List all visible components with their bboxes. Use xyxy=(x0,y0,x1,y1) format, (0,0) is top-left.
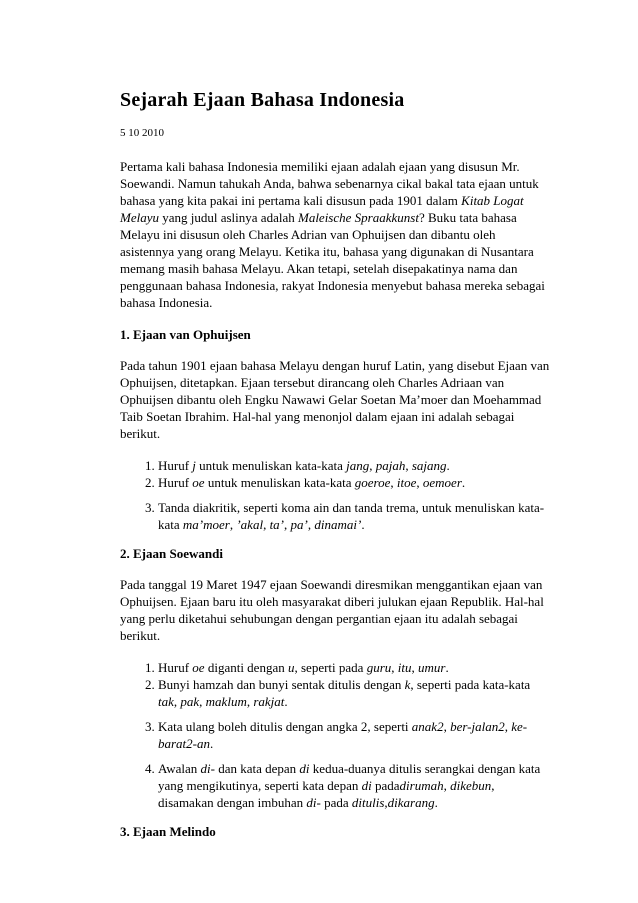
italic-term: goeroe xyxy=(354,475,391,490)
italic-term: oe xyxy=(192,475,205,490)
italic-term: pajah xyxy=(375,458,406,473)
intro-paragraph: Pertama kali bahasa Indonesia memiliki ejaan adalah ejaan yang disusun Mr. Soewandi. Namun tahukah Anda, bahwa sebenarnya cikal bakal tata ejaan untuk bahasa yang kita pakai ini pertama kali disusun pada 1901 dalam Kitab Logat Melayu yang judul aslinya adalah Maleische Spraakkunst? Buku tata bahasa Melayu ini disusun oleh Charles Adrian van Ophuijsen dan dibantu oleh asistennya yang orang Melayu. Ketika itu, bahasa yang digunakan di Nusantara memang masih bahasa Melayu. Akan tetapi, setelah disepakatinya nama dan penggunaan bahasa Indonesia, rakyat Indonesia menyebut bahasa mereka sebagai bahasa Indonesia. xyxy=(120,159,545,310)
list-item: 1. Huruf oe diganti dengan u, seperti pada guru, itu, umur. xyxy=(158,659,550,676)
section-3 xyxy=(120,823,550,840)
italic-term: pa’ xyxy=(290,517,308,532)
list-item: 3. Kata ulang boleh ditulis dengan angka 2, seperti anak2, ber-jalan2, ke-barat2-an. xyxy=(158,718,550,752)
document-title: Sejarah Ejaan Bahasa Indonesia xyxy=(120,89,405,111)
italic-term: ditulis xyxy=(351,795,385,810)
section-list xyxy=(120,457,550,533)
italic-term: dikebun xyxy=(450,778,492,793)
italic-term: pak xyxy=(180,694,200,709)
italic-term: ’akal xyxy=(236,517,264,532)
list-item: 3. Tanda diakritik, seperti koma ain dan tanda trema, untuk menuliskan kata-kata ma’moer, ’akal, ta’, pa’, dinamai’. xyxy=(158,499,550,533)
italic-term: Kitab Logat Melayu xyxy=(120,193,524,225)
italic-term: dinamai’ xyxy=(314,517,362,532)
italic-term: ma’moer xyxy=(182,517,230,532)
list-item: 4. Awalan di- dan kata depan di kedua-duanya ditulis serangkai dengan kata yang mengikutinya, seperti kata depan di padadirumah, dikebun, disamakan dengan imbuhan di- pada ditulis,dikarang. xyxy=(158,760,550,811)
italic-term: sajang xyxy=(411,458,447,473)
list-item: 2. Huruf oe untuk menuliskan kata-kata goeroe, itoe, oemoer. xyxy=(158,474,550,491)
italic-term: dirumah xyxy=(399,778,444,793)
italic-term: maklum xyxy=(205,694,247,709)
italic-term: ke-barat2-an xyxy=(158,719,528,751)
italic-term: u xyxy=(287,660,295,675)
italic-term: di- xyxy=(306,795,321,810)
section-1 xyxy=(120,326,550,533)
italic-term: j xyxy=(192,458,196,473)
italic-term: oemoer xyxy=(422,475,462,490)
italic-term: itu xyxy=(397,660,412,675)
document-date: 5 10 2010 xyxy=(120,127,164,139)
italic-term: tak xyxy=(158,694,174,709)
section-2 xyxy=(120,545,550,811)
italic-term: di- xyxy=(200,761,215,776)
italic-term: dikarang xyxy=(387,795,435,810)
italic-term: itoe xyxy=(396,475,417,490)
italic-term: k xyxy=(404,677,411,692)
list-item: 1. Huruf j untuk menuliskan kata-kata jang, pajah, sajang. xyxy=(158,457,550,474)
section-title: 1. Ejaan van Ophuijsen xyxy=(120,327,251,342)
italic-term: ta’ xyxy=(269,517,285,532)
list-item: 2. Bunyi hamzah dan bunyi sentak ditulis dengan k, seperti pada kata-kata tak, pak, maklum, rakjat. xyxy=(158,676,550,710)
italic-term: jang xyxy=(346,458,370,473)
italic-term: di xyxy=(299,761,310,776)
italic-term: umur xyxy=(417,660,446,675)
italic-term: oe xyxy=(192,660,205,675)
italic-term: anak2 xyxy=(411,719,444,734)
italic-term: guru xyxy=(366,660,392,675)
italic-term: ber-jalan2 xyxy=(450,719,505,734)
section-list xyxy=(120,659,550,811)
document-body xyxy=(120,88,550,854)
section-title: 3. Ejaan Melindo xyxy=(120,824,216,839)
italic-term: di xyxy=(361,778,372,793)
section-paragraph: Pada tanggal 19 Maret 1947 ejaan Soewandi diresmikan menggantikan ejaan van Ophuijsen. Ejaan baru itu oleh masyarakat diberi julukan ejaan Republik. Hal-hal yang perlu diketahui sehubungan dengan pergantian ejaan itu adalah sebagai berikut. xyxy=(120,577,544,643)
italic-term: rakjat xyxy=(253,694,285,709)
italic-term: Maleische Spraakkunst xyxy=(297,210,419,225)
section-title: 2. Ejaan Soewandi xyxy=(120,546,223,561)
section-paragraph: Pada tahun 1901 ejaan bahasa Melayu dengan huruf Latin, yang disebut Ejaan van Ophuijsen, ditetapkan. Ejaan tersebut dirancang oleh Charles Adriaan van Ophuijsen dibantu oleh Engku Nawawi Gelar Soetan Ma’moer dan Moehammad Taib Soetan Ibrahim. Hal-hal yang menonjol dalam ejaan ini adalah sebagai berikut. xyxy=(120,358,550,441)
